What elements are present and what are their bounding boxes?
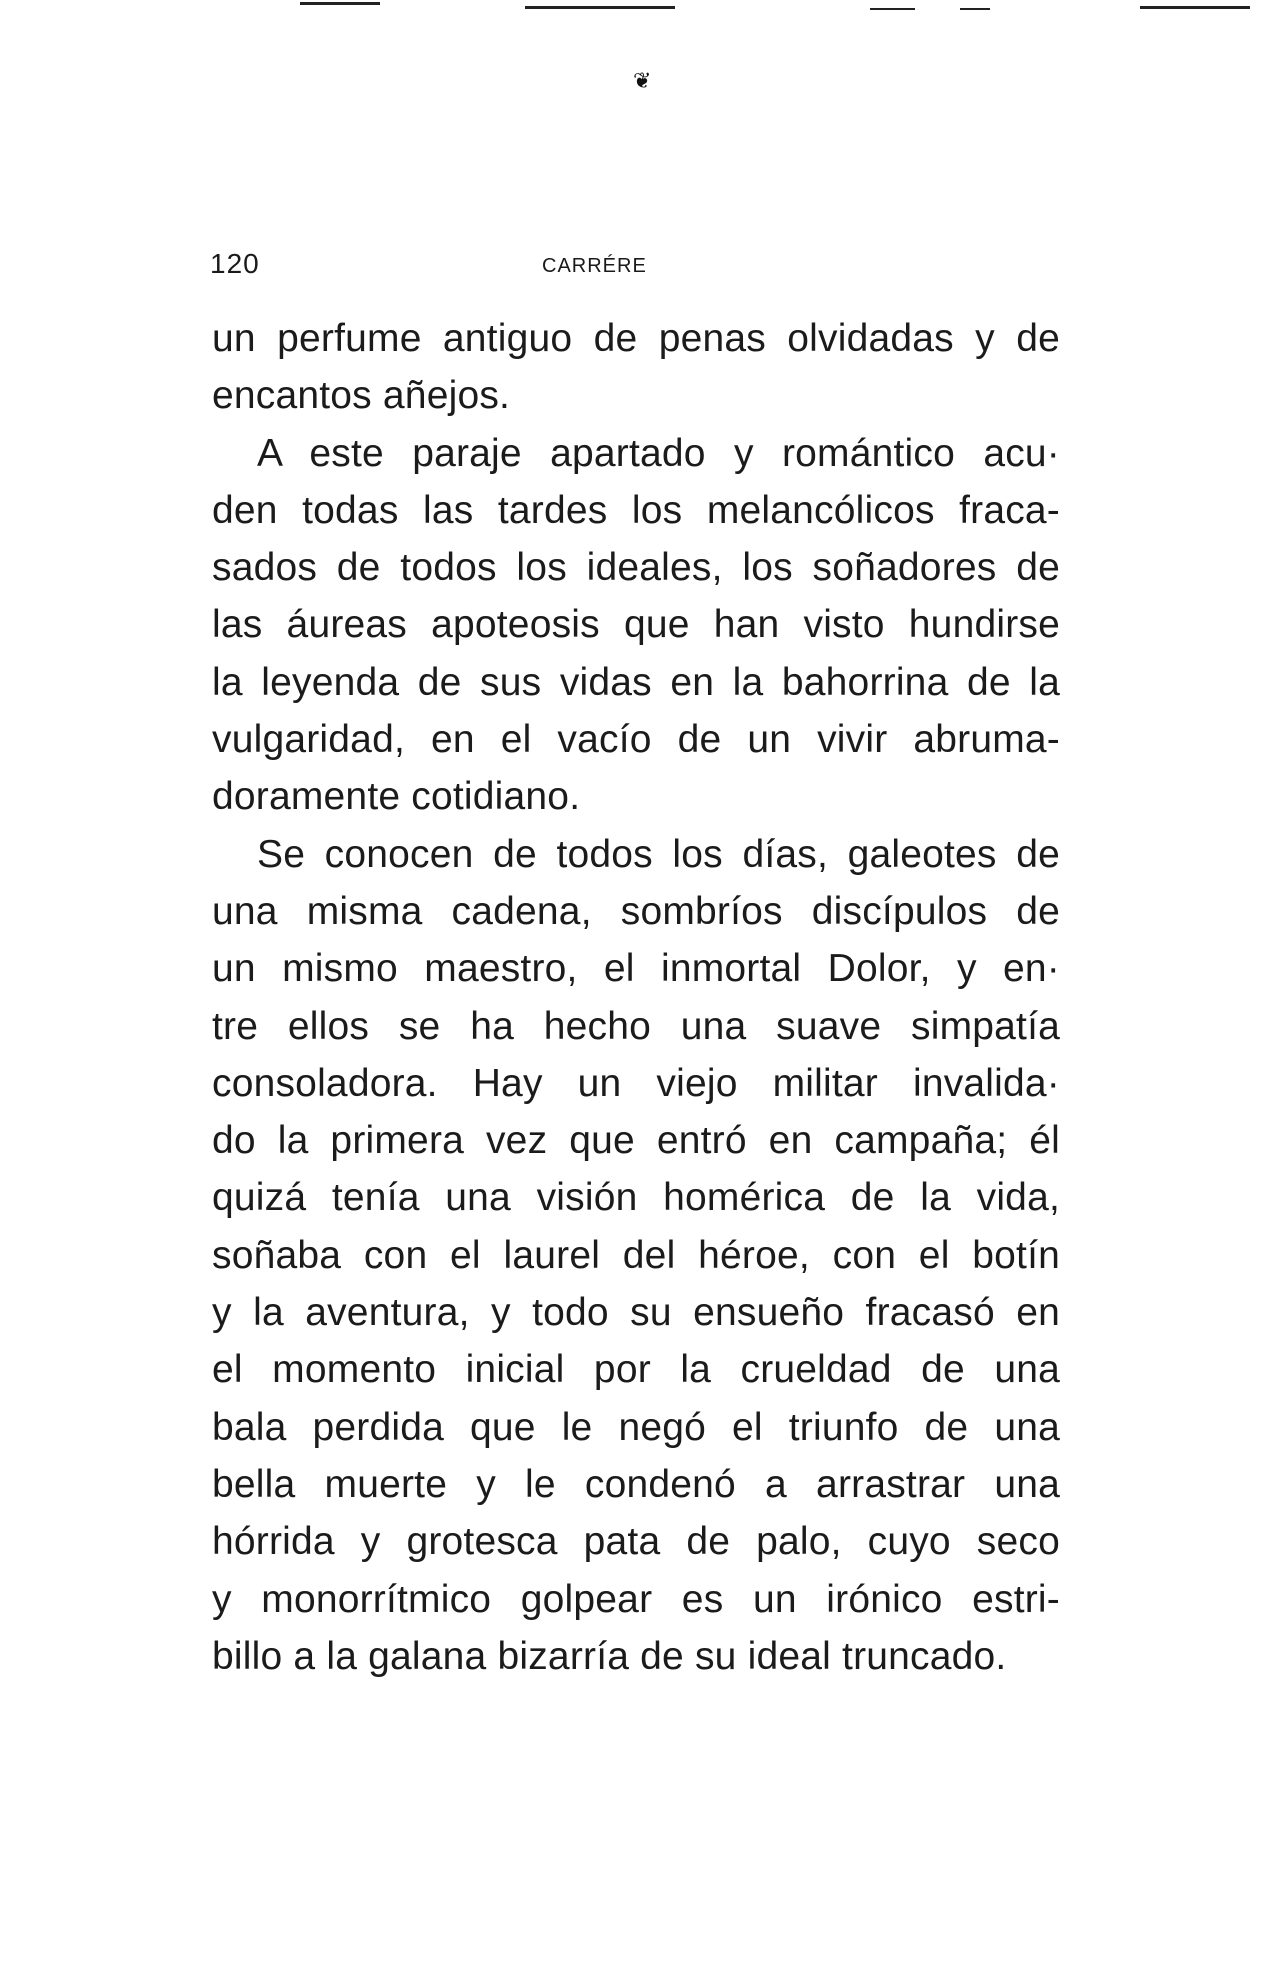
text-line: quizá tenía una visión homérica de la vida, bbox=[212, 1176, 1060, 1220]
text-line: vulgaridad, en el vacío de un vivir abruma- bbox=[212, 718, 1060, 762]
text-line: doramente cotidiano. bbox=[212, 775, 581, 819]
running-head bbox=[210, 248, 710, 282]
scan-artifact bbox=[300, 2, 380, 5]
scan-artifact bbox=[960, 8, 990, 10]
text-line: den todas las tardes los melancólicos fraca- bbox=[212, 488, 1060, 532]
text-line: consoladora. Hay un viejo militar invalida· bbox=[212, 1061, 1060, 1105]
text-line: billo a la galana bizarría de su ideal truncado. bbox=[212, 1634, 1007, 1678]
text-line: A este paraje apartado y romántico acu· bbox=[257, 431, 1060, 475]
body-text bbox=[212, 310, 1060, 1685]
scan-artifact bbox=[1140, 6, 1250, 9]
page-number: 120 bbox=[210, 248, 260, 279]
text-line: y la aventura, y todo su ensueño fracasó en bbox=[212, 1291, 1060, 1335]
ornament-icon: ❦ bbox=[633, 68, 652, 93]
text-line: sados de todos los ideales, los soñadores de bbox=[212, 546, 1060, 590]
text-line: soñaba con el laurel del héroe, con el botín bbox=[212, 1233, 1060, 1277]
text-line: hórrida y grotesca pata de palo, cuyo seco bbox=[212, 1520, 1060, 1564]
running-title: CARRÉRE bbox=[542, 255, 647, 277]
text-line: una misma cadena, sombríos discípulos de bbox=[212, 889, 1060, 933]
text-line: bella muerte y le condenó a arrastrar una bbox=[212, 1462, 1060, 1506]
text-line: Se conocen de todos los días, galeotes de bbox=[257, 832, 1060, 876]
text-line: un perfume antiguo de penas olvidadas y de bbox=[212, 317, 1060, 360]
text-line: las áureas apoteosis que han visto hundirse bbox=[212, 603, 1060, 647]
text-line: la leyenda de sus vidas en la bahorrina de la bbox=[212, 660, 1060, 704]
text-line: y monorrítmico golpear es un irónico estri- bbox=[212, 1577, 1060, 1621]
text-line: bala perdida que le negó el triunfo de una bbox=[212, 1405, 1060, 1449]
scan-artifact bbox=[870, 8, 915, 10]
text-line: un mismo maestro, el inmortal Dolor, y en· bbox=[212, 947, 1060, 991]
scan-artifact bbox=[525, 6, 675, 9]
text-line: do la primera vez que entró en campaña; él bbox=[212, 1119, 1060, 1163]
text-line: encantos añejos. bbox=[212, 374, 511, 418]
text-line: el momento inicial por la crueldad de una bbox=[212, 1348, 1060, 1392]
text-line: tre ellos se ha hecho una suave simpatía bbox=[212, 1004, 1060, 1048]
